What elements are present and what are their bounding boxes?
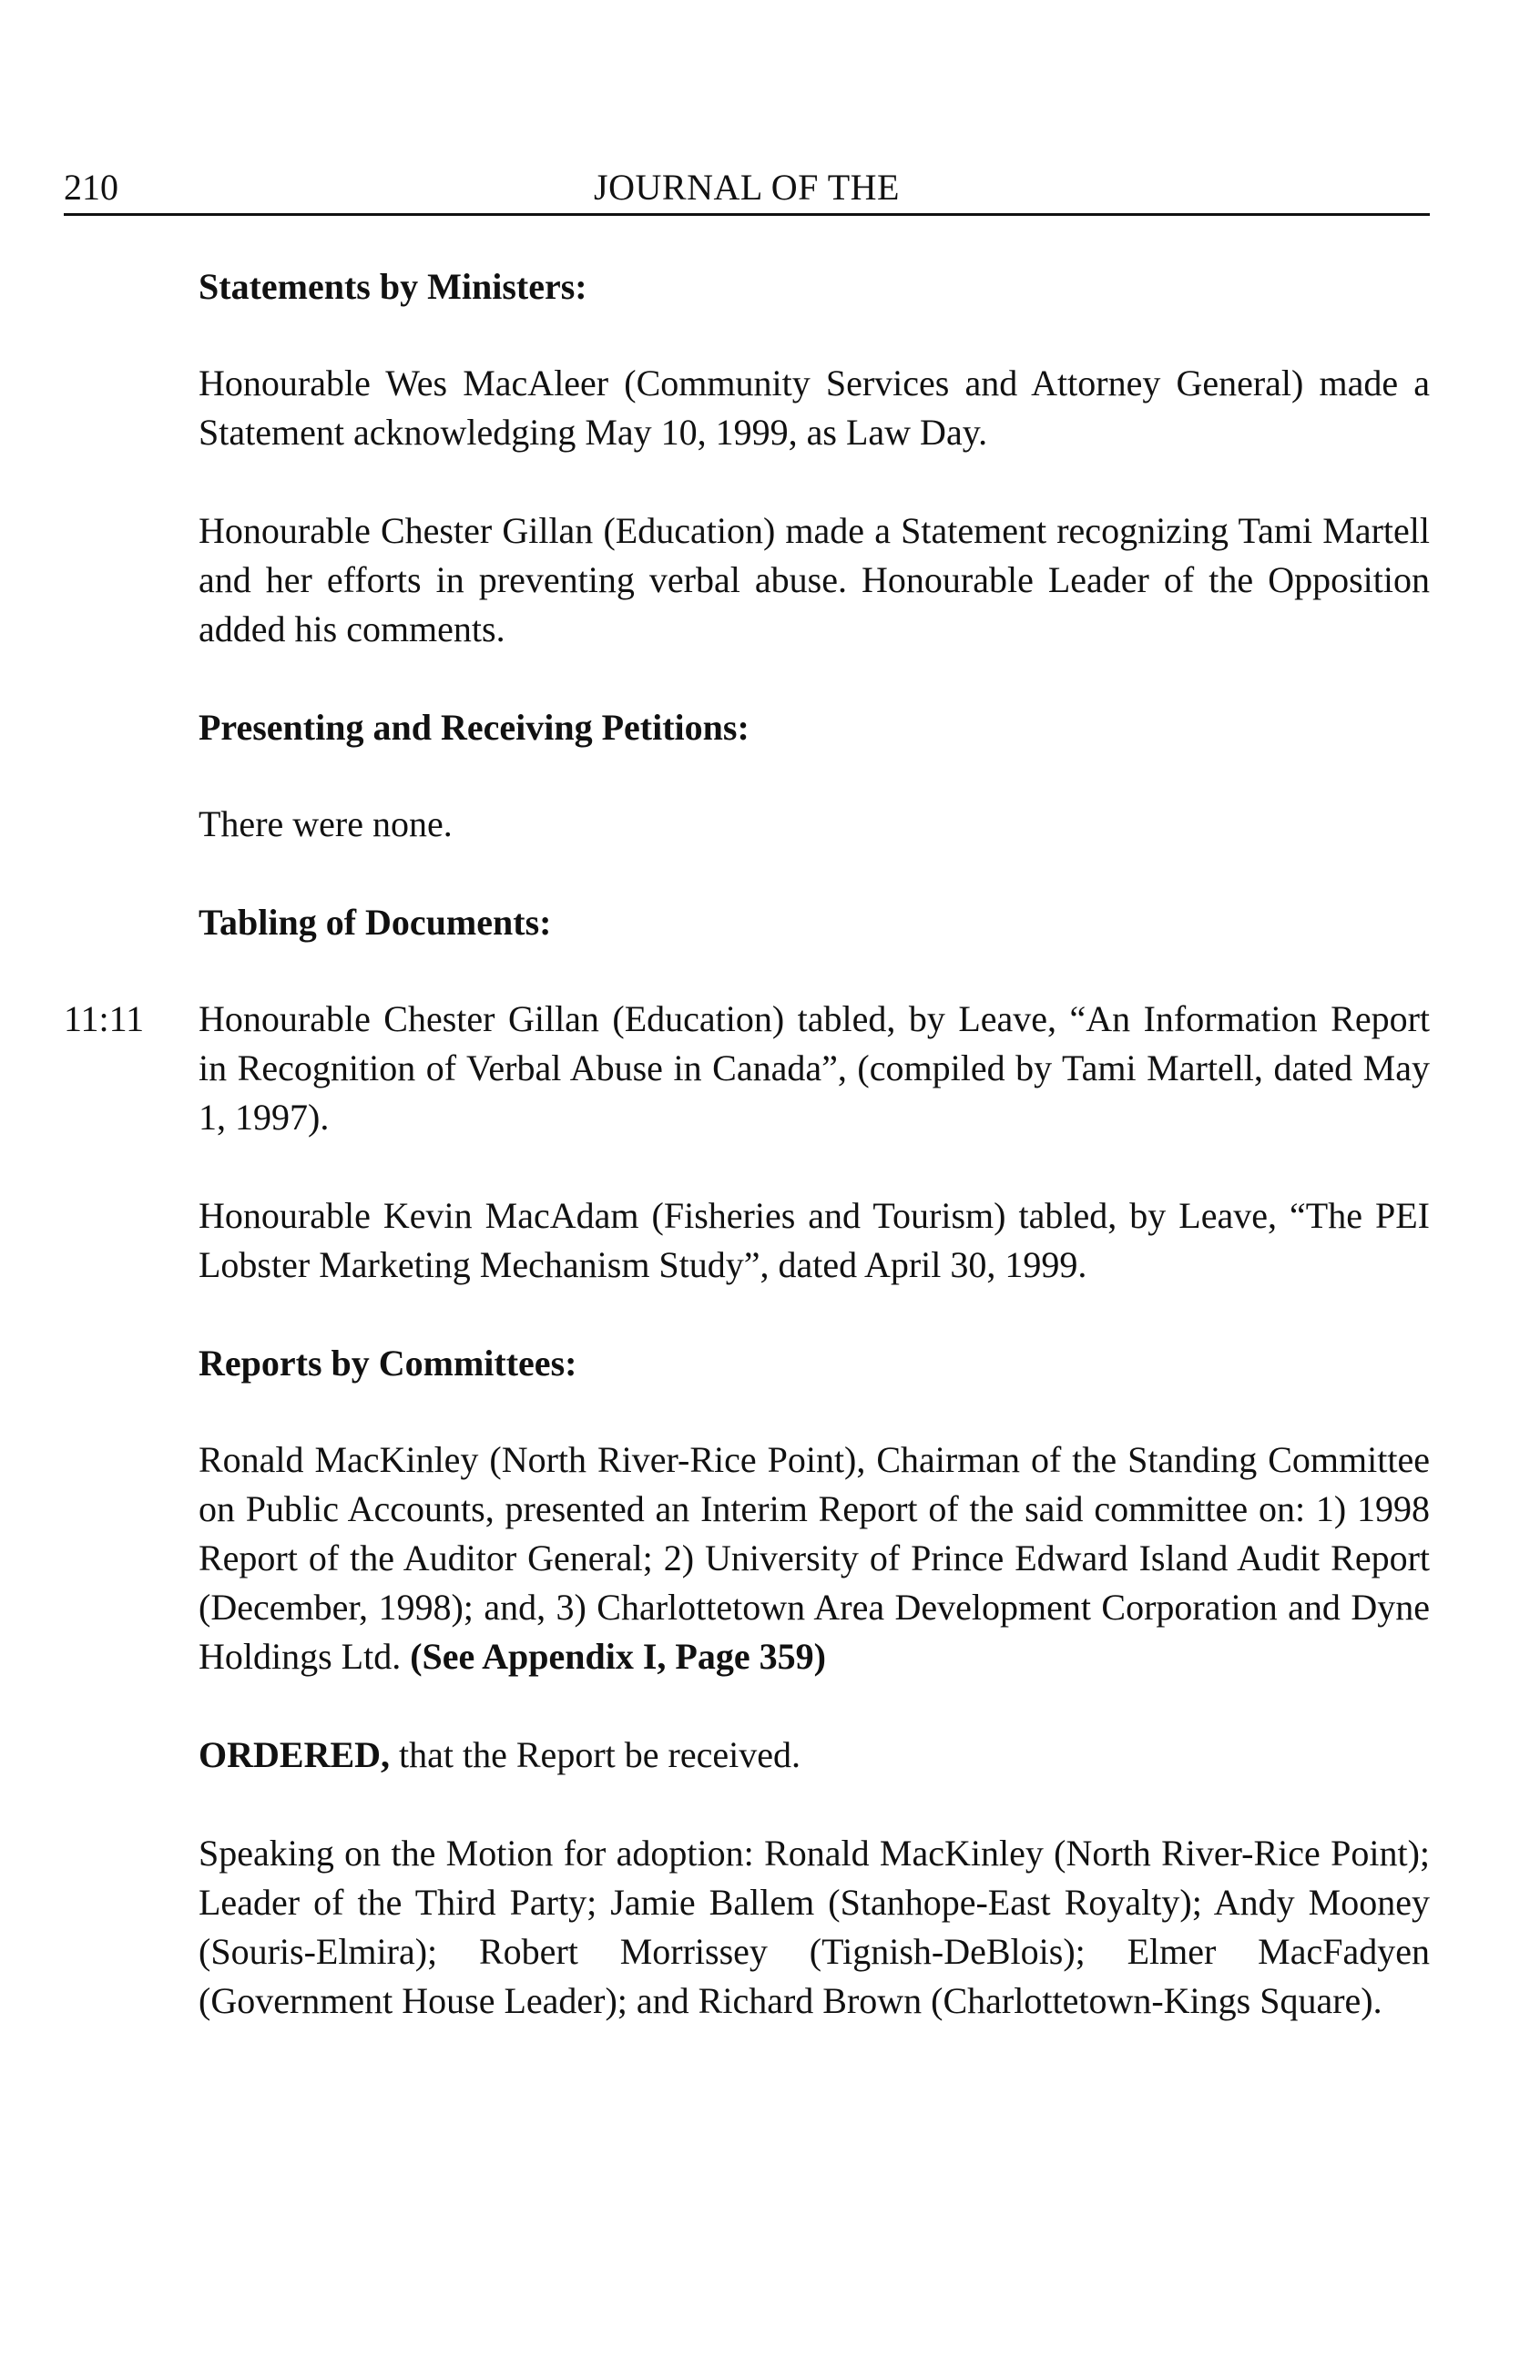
section-heading-ministers: Statements by Ministers: [199,266,587,307]
paragraph-petitions-1: There were none. [199,803,453,844]
paragraph-ordered [199,1731,1430,1780]
page-header [64,162,1430,216]
page-content [64,262,1430,2075]
running-title: JOURNAL OF THE [594,167,900,208]
section-heading-petitions: Presenting and Receiving Petitions: [199,707,750,748]
section-heading-committees: Reports by Committees: [199,1343,577,1384]
paragraph-committees-1-text: Ronald MacKinley (North River-Rice Point), Chairman of the Standing Committee on Public Accounts, presented an Interim Report of the said committee on: 1) 1998 Report of the Auditor General; 2) University of Prince Edward Island Audit Report (December, 1998); and, 3) Charlottetown Area Development Corporation and Dyne Holdings Ltd. [199,1439,1430,1677]
paragraph-ministers-1: Honourable Wes MacAleer (Community Services and Attorney General) made a Statement acknowledging May 10, 1999, as Law Day. [199,363,1430,453]
appendix-reference: (See Appendix I, Page 359) [410,1636,826,1677]
paragraph-committees-1 [199,1435,1430,1681]
paragraph-documents-1-text: Honourable Chester Gillan (Education) tabled, by Leave, “An Information Report in Recognition of Verbal Abuse in Canada”, (compiled by Tami Martell, dated May 1, 1997). [199,998,1430,1138]
page-number: 210 [64,167,118,208]
section-heading-documents: Tabling of Documents: [199,902,552,943]
paragraph-ministers-2: Honourable Chester Gillan (Education) made a Statement recognizing Tami Martell and her efforts in preventing verbal abuse. Honourable Leader of the Opposition added his comments. [199,510,1430,649]
paragraph-documents-1 [64,995,1430,1142]
ordered-text: that the Report be received. [399,1734,801,1775]
time-marker: 11:11 [64,998,145,1039]
ordered-label: ORDERED, [199,1734,391,1775]
paragraph-documents-2: Honourable Kevin MacAdam (Fisheries and Tourism) tabled, by Leave, “The PEI Lobster Marketing Mechanism Study”, dated April 30, 1999. [199,1195,1430,1285]
paragraph-committees-speakers: Speaking on the Motion for adoption: Ronald MacKinley (North River-Rice Point); Leader of the Third Party; Jamie Ballem (Stanhope-East Royalty); Andy Mooney (Souris-Elmira); Robert Morrissey (Tignish-DeBlois); Elmer MacFadyen (Government House Leader); and Richard Brown (Charlottetown-Kings Square). [199,1833,1430,2021]
